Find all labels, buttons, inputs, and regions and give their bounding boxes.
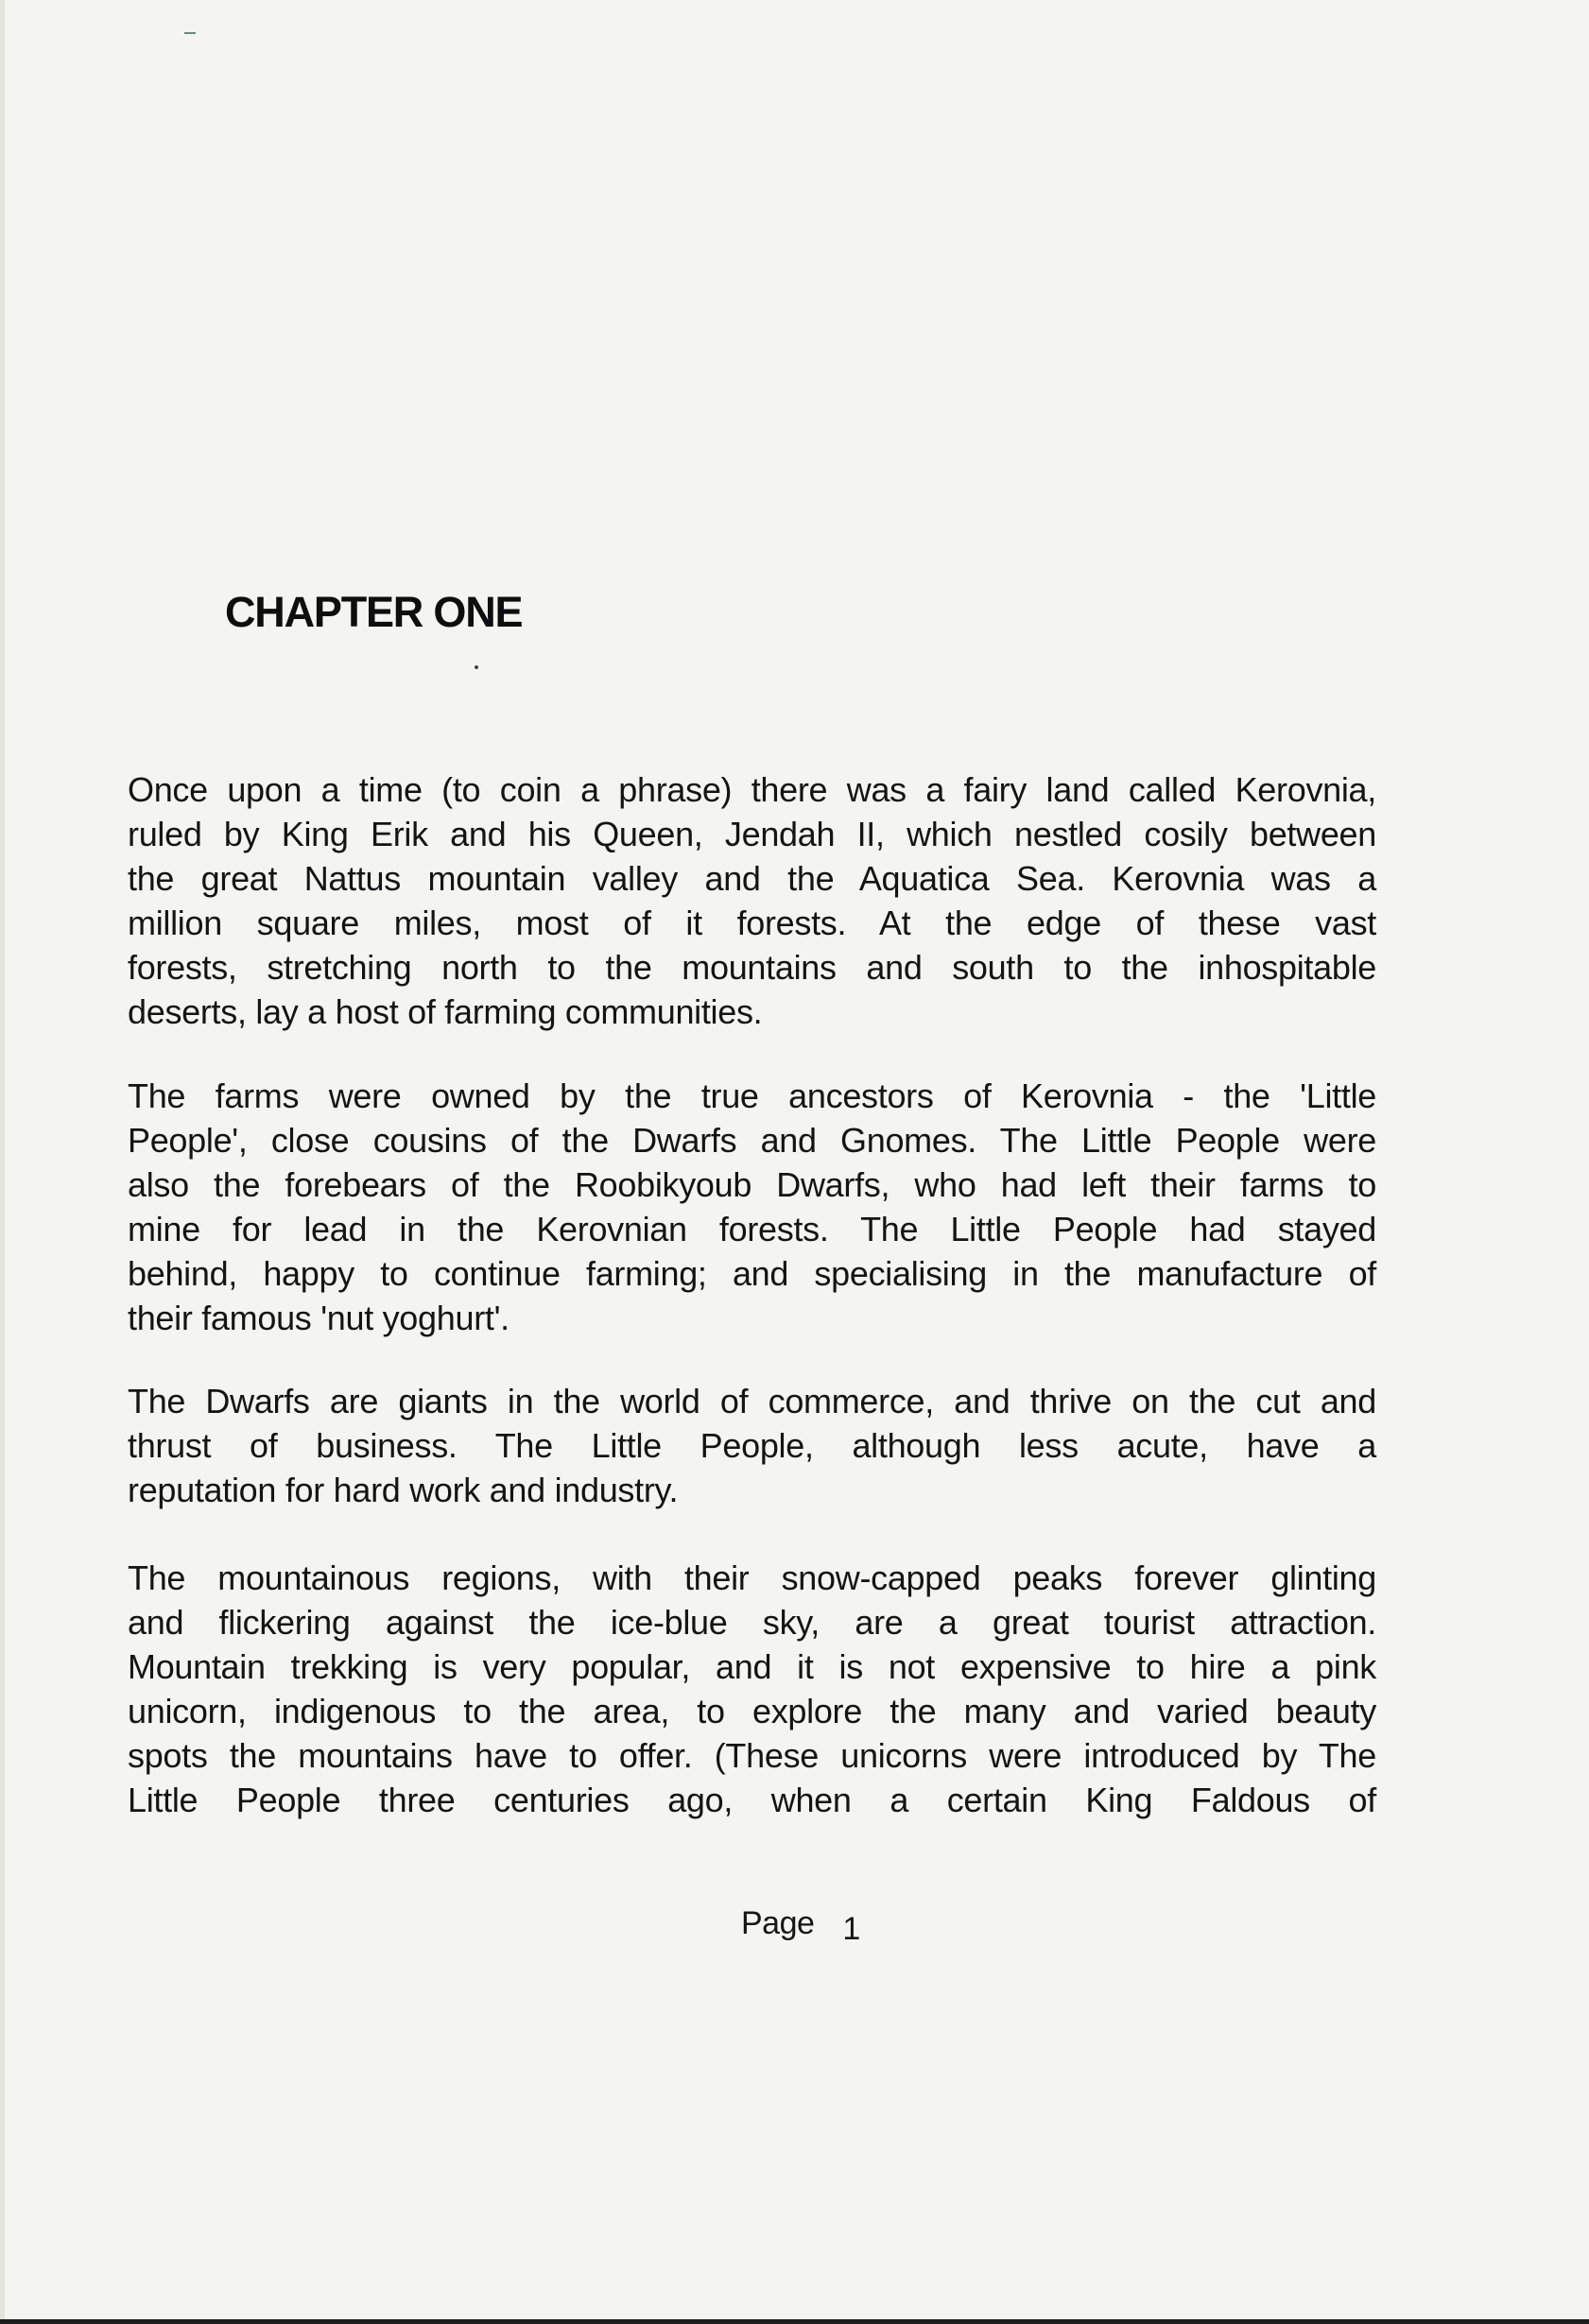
text-line: also the forebears of the Roobikyoub Dwarfs, who had left their farms to [128, 1165, 1376, 1204]
text-line: deserts, lay a host of farming communities. [128, 992, 763, 1031]
text-line: unicorn, indigenous to the area, to explore the many and varied beauty [128, 1692, 1376, 1730]
page-number: 1 [842, 1911, 861, 1947]
scan-speck [475, 665, 478, 669]
page-footer [741, 1900, 860, 1947]
text-line: The Dwarfs are giants in the world of commerce, and thrive on the cut and [128, 1382, 1376, 1420]
text-line: People', close cousins of the Dwarfs and Gnomes. The Little People were [128, 1121, 1376, 1160]
page-bottom-edge [0, 2319, 1589, 2324]
page-label: Page [741, 1905, 815, 1941]
text-line: Mountain trekking is very popular, and it is not expensive to hire a pink [128, 1647, 1376, 1686]
text-line: million square miles, most of it forests. At the edge of these vast [128, 904, 1376, 942]
paragraph-1 [128, 767, 1376, 1034]
text-line: forests, stretching north to the mountains and south to the inhospitable [128, 948, 1376, 987]
text-line: ruled by King Erik and his Queen, Jendah II, which nestled cosily between [128, 815, 1376, 853]
paragraph-4 [128, 1556, 1376, 1822]
text-line: Once upon a time (to coin a phrase) there was a fairy land called Kerovnia, [128, 770, 1376, 809]
text-line: behind, happy to continue farming; and specialising in the manufacture of [128, 1254, 1376, 1293]
text-line: their famous 'nut yoghurt'. [128, 1299, 510, 1337]
scan-speck [184, 32, 196, 34]
text-line: reputation for hard work and industry. [128, 1471, 679, 1509]
chapter-heading: CHAPTER ONE [225, 588, 523, 637]
text-line: thrust of business. The Little People, although less acute, have a [128, 1426, 1376, 1465]
text-line: The farms were owned by the true ancestors of Kerovnia - the 'Little [128, 1076, 1376, 1115]
text-line: and flickering against the ice-blue sky, are a great tourist attraction. [128, 1603, 1376, 1642]
text-line: The mountainous regions, with their snow-capped peaks forever glinting [128, 1558, 1376, 1597]
text-line: mine for lead in the Kerovnian forests. The Little People had stayed [128, 1210, 1376, 1248]
text-line: Little People three centuries ago, when a certain King Faldous of [128, 1781, 1376, 1819]
paragraph-2 [128, 1074, 1376, 1340]
text-line: spots the mountains have to offer. (These unicorns were introduced by The [128, 1736, 1376, 1775]
page-binding-edge [0, 0, 5, 2324]
paragraph-3 [128, 1379, 1376, 1512]
text-line: the great Nattus mountain valley and the Aquatica Sea. Kerovnia was a [128, 859, 1376, 898]
